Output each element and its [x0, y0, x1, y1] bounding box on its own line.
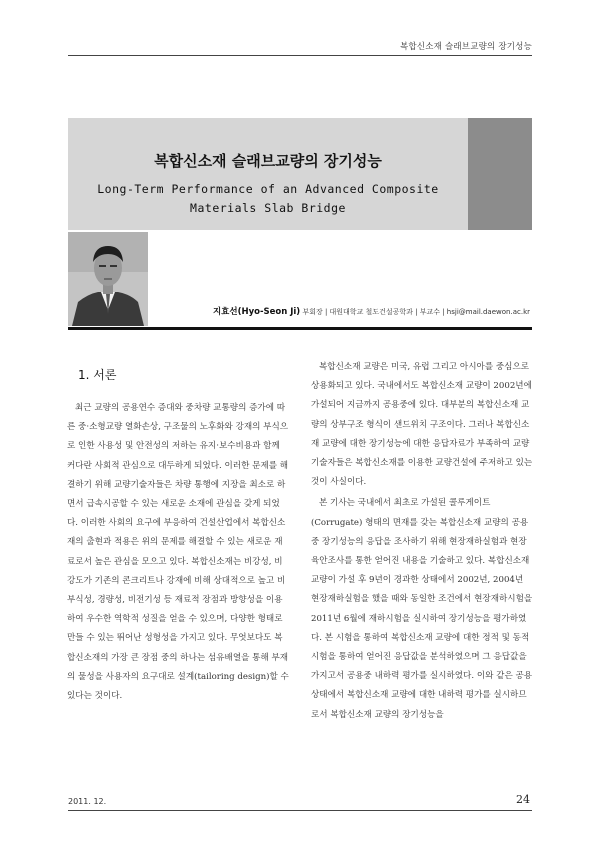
page-number: 24: [516, 793, 530, 806]
body-paragraph: 복합신소재 교량은 미국, 유럽 그리고 아시아를 중심으로 상용화되고 있다. 국내에서도 복합신소재 교량이 2002년에 가설되어 지금까지 공용중에 있다. 대부분의 복합신소재 교량의 상부구조 형식이 샌드위치 구조이다. 그러나 복합신소재 교량에 대한 장기성능에 대한 응답자료가 부족하여 교량기술자들은 복합신소재를 이용한 교량건설에 주저하고 있는 것이 사실이다.: [311, 362, 533, 488]
author-divider: [68, 327, 532, 330]
article-title-korean: 복합신소재 슬래브교량의 장기성능: [154, 152, 382, 170]
right-column: [311, 358, 533, 725]
author-byline: [213, 305, 530, 317]
author-photo: [68, 232, 148, 326]
bottom-rule: [68, 810, 532, 811]
body-paragraph: 최근 교량의 공용연수 증대와 중차량 교통량의 증가에 따른 중·소형교량 열화손상, 구조물의 노후화와 강재의 부식으로 인한 사용성 및 안전성의 저하는 유지·보수비용과 함께 커다란 사회적 관심으로 대두하게 되었다. 이러한 문제를 해결하기 위해 교량기술자들은 차량 통행에 지장을 최소로 하면서 급속시공할 수 있는 새로운 소재에 관심을 갖게 되었다. 이러한 사회의 요구에 부응하여 건설산업에서 복합신소재의 출현과 적용은 위의 문제를 해결할 수 있는 새로운 재료로서 높은 관심을 모으고 있다. 복합신소재는 비강성, 비강도가 기존의 콘크리트나 강재에 비해 상대적으로 높고 비부식성, 경량성, 비전기성 등 재료적 장점과 방향성을 이용하여 우수한 역학적 성질을 얻을 수 있으며, 다양한 형태로 만들 수 있는 뛰어난 성형성을 가지고 있다. 무엇보다도 복합신소재의 가장 큰 장점 중의 하나는 섬유배열을 통해 부재의 물성을 사용자의 요구대로 설계(tailoring design)할 수 있다는 것이다.: [67, 403, 289, 702]
title-panel-accent: [468, 118, 532, 230]
top-rule: [68, 55, 532, 56]
body-paragraph: 본 기사는 국내에서 최초로 가설된 콜루게이트(Corrugate) 형태의 면재를 갖는 복합신소재 교량의 공용중 장기성능의 응답을 조사하기 위해 현장재하실험과 현장 육안조사를 통한 얻어진 내용을 기술하고 있다. 복합신소재 교량이 가설 후 9년이 경과한 상태에서 2002년, 2004년 현장재하실험을 했을 때와 동일한 조건에서 현장재하시험을 2011년 6월에 재하시험을 실시하여 장기성능을 평가하였다. 본 시험을 통하여 복합신소재 교량에 대한 정적 및 동적시험을 통하여 얻어진 응답값을 분석하였으며 그 응답값을 가지고서 공용중 내하력 평가를 실시하였다. 이와 같은 공용상태에서 복합신소재 교량에 대한 내하력 평가를 실시하므로서 복합신소재 교량의 장기성능을: [311, 498, 533, 720]
title-en-line-1: Long-Term Performance of an Advanced Composite: [97, 182, 439, 196]
running-header: 복합신소재 슬래브교량의 장기성능: [400, 42, 532, 52]
author-name: 지효선(Hyo-Seon Ji): [212, 307, 301, 317]
title-en-line-2: Materials Slab Bridge: [190, 201, 346, 215]
author-affiliation: 부회장 | 대원대학교 철도건설공학과 | 부교수 | hsji@mail.daewon.ac.kr: [300, 308, 530, 316]
article-title-english: [68, 180, 468, 218]
author-portrait-icon: [68, 232, 148, 326]
left-column: [67, 399, 289, 706]
footer-date: 2011. 12.: [68, 797, 107, 806]
section-heading: 1. 서론: [78, 368, 117, 382]
